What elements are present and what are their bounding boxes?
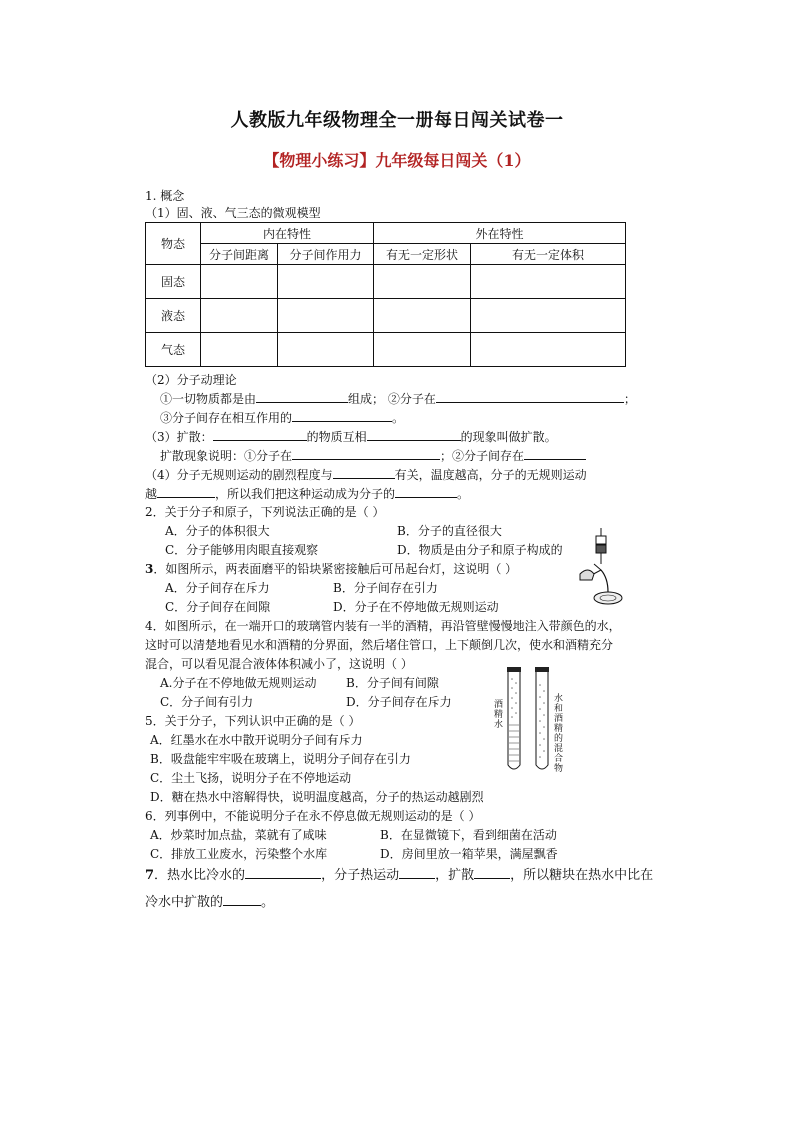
q3-num: 3 [145,562,154,576]
text: ； [623,392,636,406]
q2-option-d[interactable]: D．物质是由分子和原子构成的 [397,543,563,557]
cell [471,333,626,367]
blank[interactable] [292,409,392,422]
text: 。 [457,487,470,501]
q3-option-c[interactable]: C．分子间存在间隙 [165,600,271,614]
fill-line-2 [160,409,404,426]
q3-option-d[interactable]: D．分子在不停地做无规则运动 [333,600,499,614]
fill-line-6 [145,485,469,502]
q2-option-b[interactable]: B．分子的直径很大 [397,524,502,538]
cell [278,299,374,333]
subheader-distance: 分子间距离 [201,244,278,265]
header-inner: 内在特性 [201,223,374,244]
text: 的现象叫做扩散。 [460,430,557,444]
row-solid: 固态 [146,265,201,299]
q5-option-c[interactable]: C．尘土飞扬，说明分子在不停地运动 [150,771,352,785]
page-subtitle: 【物理小练习】九年级每日闯关（1） [263,151,531,170]
text: ，分子热运动 [321,868,400,883]
q3-text: ．如图所示，两表面磨平的铅块紧密接触后可吊起台灯，这说明（ ） [153,562,518,576]
text: ，所以我们把这种运动成为分子的 [215,487,396,501]
cell [201,265,278,299]
q7-line1 [145,866,653,884]
q6-stem: 6．列事例中，不能说明分子在永不停息做无规则运动的是（ ） [145,809,481,823]
cell [374,333,471,367]
section-1-sub1: （1）固、液、气三态的微观模型 [145,206,321,220]
cell [278,333,374,367]
cell [201,333,278,367]
q4-option-d[interactable]: D．分子间存在斥力 [346,695,452,709]
text: 越 [145,487,158,501]
text: ①一切物质都是由 [160,392,257,406]
subheader-volume: 有无一定体积 [471,244,626,265]
q3-option-a[interactable]: A．分子间存在斥力 [165,581,270,595]
blank[interactable] [399,866,435,879]
blank[interactable] [213,428,307,441]
subheader-shape: 有无一定形状 [374,244,471,265]
fill-line-5 [145,466,587,483]
q3-option-b[interactable]: B．分子间存在引力 [333,581,438,595]
cell [374,265,471,299]
text: 。 [261,895,275,910]
blank[interactable] [395,485,457,498]
lead-block-lamp-figure [572,528,626,608]
page-title: 人教版九年级物理全一册每日闯关试卷一 [230,110,564,131]
fill-line-1 [160,390,636,407]
header-outer: 外在特性 [374,223,626,244]
cell [278,265,374,299]
row-gas: 气态 [146,333,201,367]
q6-option-a[interactable]: A．炒菜时加点盐，菜就有了咸味 [150,828,327,842]
text: 的物质互相 [306,430,367,444]
q6-option-c[interactable]: C．排放工业废水，污染整个水库 [150,847,328,861]
q4-option-c[interactable]: C．分子间有引力 [160,695,254,709]
label-mixture: 水和酒精的混合物 [554,694,564,774]
q5-option-a[interactable]: A．红墨水在水中散开说明分子间有斥力 [150,733,363,747]
text: ，扩散 [435,868,475,883]
text: （3）扩散： [145,430,213,444]
text: ，所以糖块在热水中比在 [510,868,654,883]
q2-stem: 2．关于分子和原子，下列说法正确的是（ ） [145,505,385,519]
q5-stem: 5．关于分子，下列认识中正确的是（ ） [145,714,361,728]
text: 。 [392,411,405,425]
text: （4）分子无规则运动的剧烈程度与 [145,468,333,482]
label-alcohol-water: 酒精水 [494,700,504,730]
section-1-sub2: （2）分子动理论 [145,373,237,387]
cell [471,265,626,299]
blank[interactable] [245,866,321,879]
blank[interactable] [157,485,215,498]
q4-stem-line1: 4．如图所示，在一端开口的玻璃管内装有一半的酒精，再沿管壁慢慢地注入带颜色的水， [145,619,621,633]
text: 扩散现象说明：①分子在 [160,449,293,463]
header-state: 物态 [146,223,201,265]
cell [374,299,471,333]
q4-stem-line2: 这时可以清楚地看见水和酒精的分界面，然后堵住管口，上下颠倒几次，使水和酒精充分 [145,638,614,652]
text: 组成； ②分子在 [348,392,436,406]
blank[interactable] [333,466,395,479]
text: ．热水比冷水的 [154,868,246,883]
q6-option-b[interactable]: B．在显微镜下，看到细菌在活动 [380,828,557,842]
blank[interactable] [223,893,261,906]
text: ③分子间存在相互作用的 [160,411,293,425]
q7-num: 7 [145,868,155,883]
q6-option-d[interactable]: D．房间里放一箱苹果，满屋飘香 [380,847,558,861]
q5-option-d[interactable]: D．糖在热水中溶解得快，说明温度越高，分子的热运动越剧烈 [150,790,484,804]
cell [471,299,626,333]
blank[interactable] [367,428,461,441]
fill-line-4 [160,447,586,464]
states-table [145,222,626,367]
text: 冷水中扩散的 [145,895,224,910]
text: 有关，温度越高，分子的无规则运动 [394,468,587,482]
fill-line-3 [145,428,557,445]
blank[interactable] [256,390,348,403]
blank[interactable] [292,447,440,460]
cell [201,299,278,333]
subheader-force: 分子间作用力 [278,244,374,265]
q4-option-a[interactable]: A.分子在不停地做无规则运动 [160,676,317,690]
row-liquid: 液态 [146,299,201,333]
section-1-heading: 1. 概念 [145,189,185,203]
q7-line2 [145,893,274,911]
blank[interactable] [436,390,624,403]
q5-option-b[interactable]: B．吸盘能牢牢吸在玻璃上，说明分子间存在引力 [150,752,411,766]
q4-option-b[interactable]: B．分子间有间隙 [346,676,439,690]
q2-option-a[interactable]: A．分子的体积很大 [165,524,270,538]
q3-stem [145,561,517,577]
blank[interactable] [474,866,510,879]
text: ；②分子间存在 [440,449,525,463]
q2-option-c[interactable]: C．分子能够用肉眼直接观察 [165,543,319,557]
blank[interactable] [524,447,586,460]
q4-stem-line3: 混合，可以看见混合液体体积减小了，这说明（ ） [145,657,413,671]
